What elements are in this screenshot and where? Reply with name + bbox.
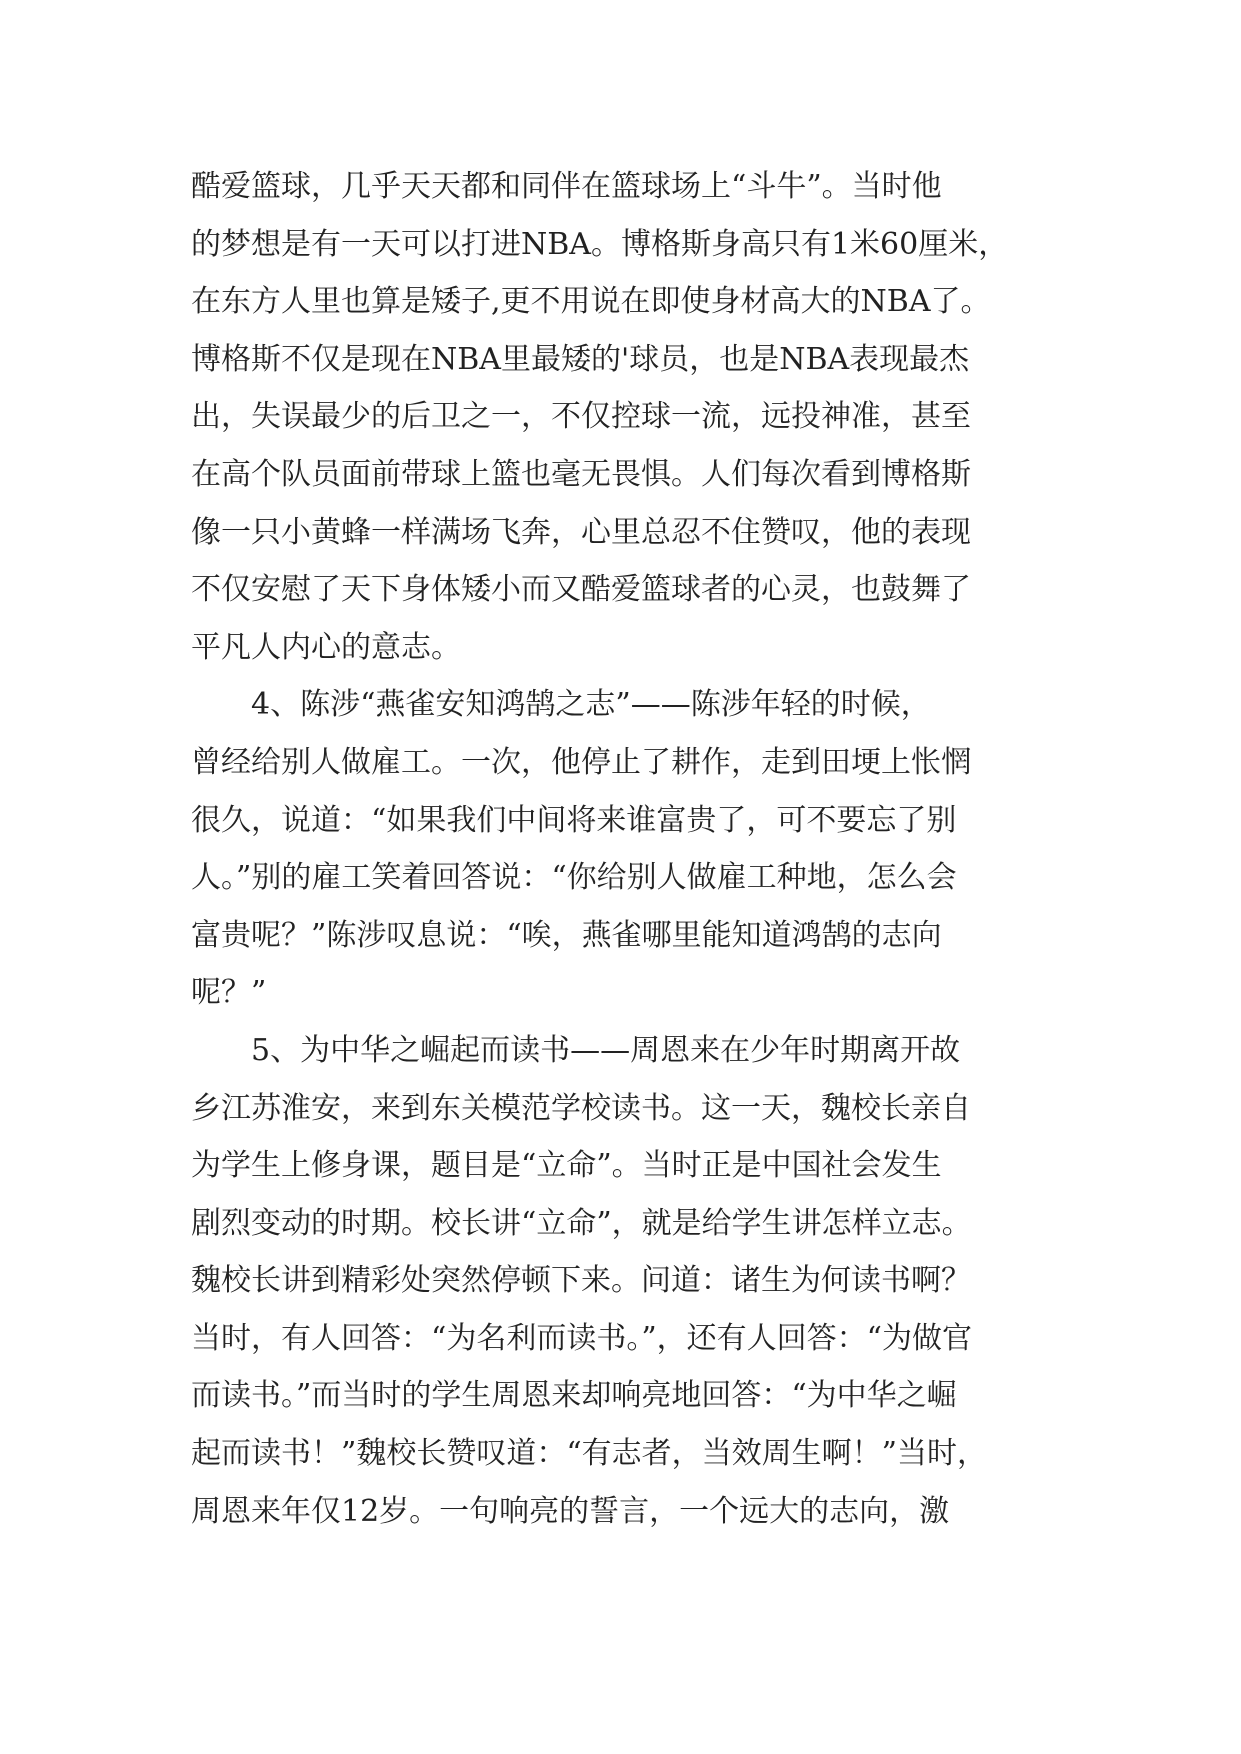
text-line: 曾经给别人做雇工。一次，他停止了耕作，走到田埂上怅惘 xyxy=(191,744,971,780)
text-line: 很久，说道：“如果我们中间将来谁富贵了，可不要忘了别 xyxy=(191,802,957,838)
text-line: 人。”别的雇工笑着回答说：“你给别人做雇工种地，怎么会 xyxy=(191,860,957,896)
body-text xyxy=(191,158,1061,1540)
paragraph-4-start: 4、陈涉“燕雀安知鸿鹄之志”——陈涉年轻的时候， xyxy=(251,687,931,723)
text-line: 像一只小黄蜂一样满场飞奔，心里总忍不住赞叹，他的表现 xyxy=(191,514,971,550)
text-line: 周恩来年仅12岁。一句响亮的誓言，一个远大的志向，激 xyxy=(191,1493,950,1529)
text-line: 剧烈变动的时期。校长讲“立命”，就是给学生讲怎样立志。 xyxy=(191,1205,972,1241)
text-line: 为学生上修身课，题目是“立命”。当时正是中国社会发生 xyxy=(191,1148,942,1184)
text-line: 富贵呢？”陈涉叹息说：“唉，燕雀哪里能知道鸿鹄的志向 xyxy=(191,917,942,953)
text-line: 在东方人里也算是矮子,更不用说在即使身材高大的NBA了。 xyxy=(191,284,991,320)
text-line: 酷爱篮球，几乎天天都和同伴在篮球场上“斗牛”。当时他 xyxy=(191,169,942,204)
text-line: 魏校长讲到精彩处突然停顿下来。问道：诸生为何读书啊？ xyxy=(191,1263,971,1299)
text-line: 博格斯不仅是现在NBA里最矮的'球员，也是NBA表现最杰 xyxy=(191,341,970,377)
text-line: 当时，有人回答：“为名利而读书。”，还有人回答：“为做官 xyxy=(191,1320,973,1356)
text-line: 的梦想是有一天可以打进NBA。博格斯身高只有1米60厘米， xyxy=(191,226,1009,262)
text-line: 不仅安慰了天下身体矮小而又酷爱篮球者的心灵，也鼓舞了 xyxy=(191,572,971,608)
text-line: 起而读书！”魏校长赞叹道：“有志者，当效周生啊！”当时， xyxy=(191,1436,988,1472)
text-line: 出，失误最少的后卫之一，不仅控球一流，远投神准，甚至 xyxy=(191,399,971,435)
text-line: 在高个队员面前带球上篮也毫无畏惧。人们每次看到博格斯 xyxy=(191,456,971,492)
text-line: 呢？” xyxy=(191,975,267,1011)
paragraph-5-start: 5、为中华之崛起而读书——周恩来在少年时期离开故 xyxy=(251,1032,961,1068)
text-line: 而读书。”而当时的学生周恩来却响亮地回答：“为中华之崛 xyxy=(191,1378,957,1414)
text-line: 平凡人内心的意志。 xyxy=(191,629,461,665)
text-line: 乡江苏淮安，来到东关模范学校读书。这一天，魏校长亲自 xyxy=(191,1090,971,1126)
